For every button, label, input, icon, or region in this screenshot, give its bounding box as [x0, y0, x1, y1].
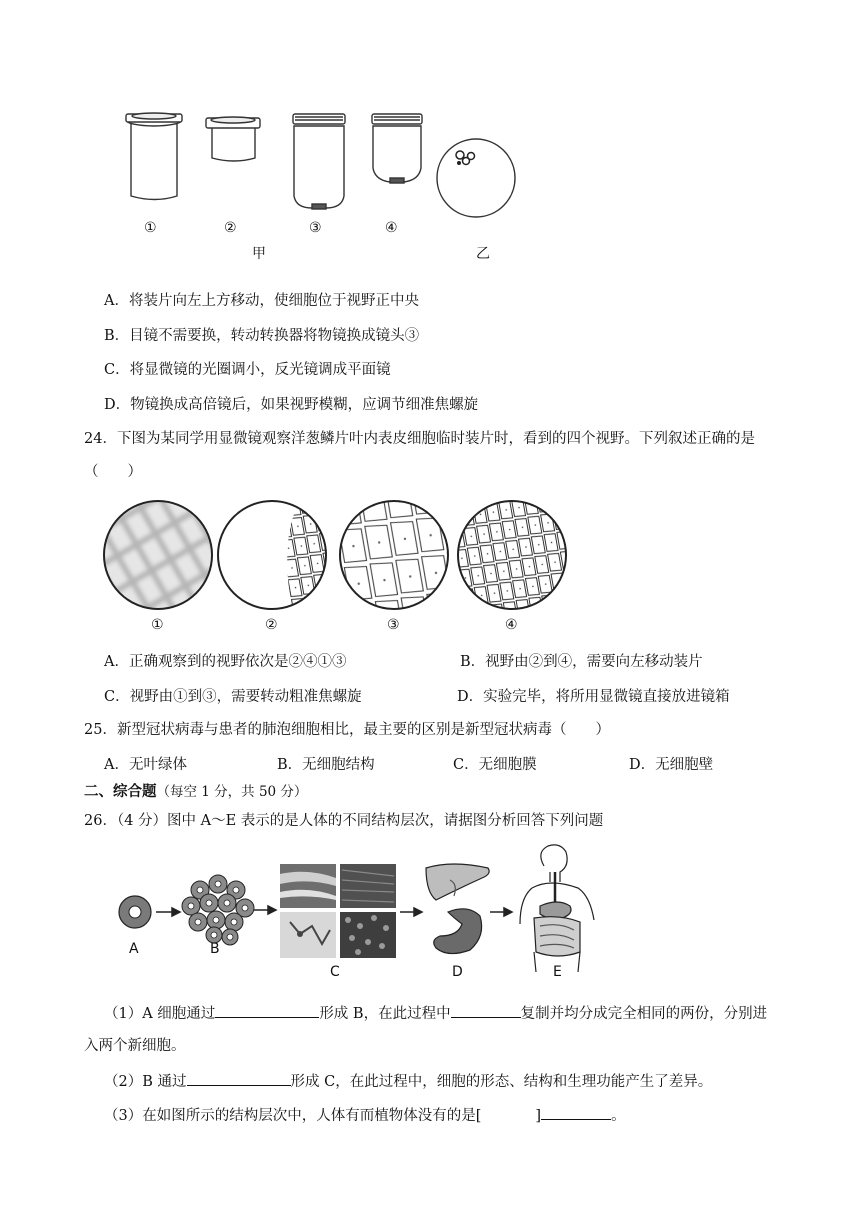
q24-option-c: C．视野由①到③，需要转动粗准焦螺旋 — [104, 689, 362, 705]
view-label-3: ③ — [387, 617, 400, 633]
q26-part1 — [104, 1002, 767, 1024]
level-label-c: C — [330, 964, 340, 980]
level-label-d: D — [452, 964, 463, 980]
q24-option-a: A．正确观察到的视野依次是②④①③ — [104, 654, 347, 670]
q26-blank-1[interactable] — [215, 1002, 319, 1018]
q24-option-b: B．视野由②到④，需要向左移动装片 — [460, 654, 703, 670]
cell-cluster-b — [182, 875, 254, 945]
q26-blank-4[interactable] — [541, 1104, 611, 1120]
view-label-4: ④ — [505, 617, 518, 633]
view-label-2: ② — [265, 617, 278, 633]
view-label-1: ① — [151, 617, 164, 633]
lens-label-1: ① — [144, 220, 157, 236]
level-label-b: B — [210, 941, 220, 957]
q23-option-c: C．将显微镜的光圈调小，反光镜调成平面镜 — [104, 362, 391, 378]
q23-option-d: D．物镜换成高倍镜后，如果视野模糊，应调节细准焦螺旋 — [104, 397, 479, 413]
organs-d — [426, 864, 489, 954]
q25-option-b: B．无细胞结构 — [277, 757, 375, 773]
q26-part2-text-a: （2）B 通过 — [104, 1074, 187, 1090]
q23-option-b: B．目镜不需要换，转动转换器将物镜换成镜头③ — [104, 328, 420, 344]
q26-part3-text-a: （3）在如图所示的结构层次中，人体有而植物体没有的是[ — [104, 1108, 482, 1124]
q25-option-d: D．无细胞壁 — [629, 757, 714, 773]
q25-option-c: C．无细胞膜 — [453, 757, 537, 773]
q26-part1-text-a: （1）A 细胞通过 — [104, 1006, 216, 1022]
lens-label-4: ④ — [385, 220, 398, 236]
system-e — [520, 845, 594, 972]
lens-label-2: ② — [224, 220, 237, 236]
q26-part2-text-b: 形成 C，在此过程中，细胞的形态、结构和生理功能产生了差异。 — [290, 1074, 713, 1090]
q26-stem: 26．（4 分）图中 A～E 表示的是人体的不同结构层次，请据图分析回答下列问题 — [84, 813, 604, 829]
tissues-c — [280, 864, 396, 958]
q25-stem: 25．新型冠状病毒与患者的肺泡细胞相比，最主要的区别是新型冠状病毒（ ） — [84, 722, 610, 738]
q26-part3-text-b: ] — [535, 1108, 542, 1124]
q26-part1-text-b: 形成 B，在此过程中 — [319, 1006, 451, 1022]
cell-a — [119, 896, 151, 928]
q26-part3-text-c: 。 — [611, 1108, 626, 1124]
q25-option-a: A．无叶绿体 — [104, 757, 187, 773]
q26-blank-2[interactable] — [451, 1002, 521, 1018]
section-title: 二、综合题 — [84, 783, 157, 800]
figure-caption-jia: 甲 — [252, 246, 266, 262]
level-label-e: E — [553, 964, 562, 980]
q24-option-d: D．实验完毕，将所用显微镜直接放进镜箱 — [457, 689, 730, 705]
q24-stem: 24．下图为某同学用显微镜观察洋葱鳞片叶内表皮细胞临时装片时，看到的四个视野。下列叙述正确的是 — [84, 431, 755, 447]
lens-label-3: ③ — [309, 220, 322, 236]
q26-part2 — [104, 1070, 712, 1092]
q24-answer-paren: （ ） — [84, 464, 142, 480]
figure-caption-yi: 乙 — [476, 246, 490, 262]
q23-option-a: A．将装片向左上方移动，使细胞位于视野正中央 — [104, 293, 419, 309]
q26-part1-cont: 入两个新细胞。 — [84, 1038, 186, 1054]
q26-part1-text-c: 复制并均分成完全相同的两份，分别进 — [520, 1006, 768, 1022]
level-label-a: A — [129, 941, 139, 957]
q26-blank-3[interactable] — [187, 1070, 291, 1086]
section-note: （每空 1 分，共 50 分） — [156, 784, 308, 800]
q26-part3 — [104, 1104, 626, 1126]
